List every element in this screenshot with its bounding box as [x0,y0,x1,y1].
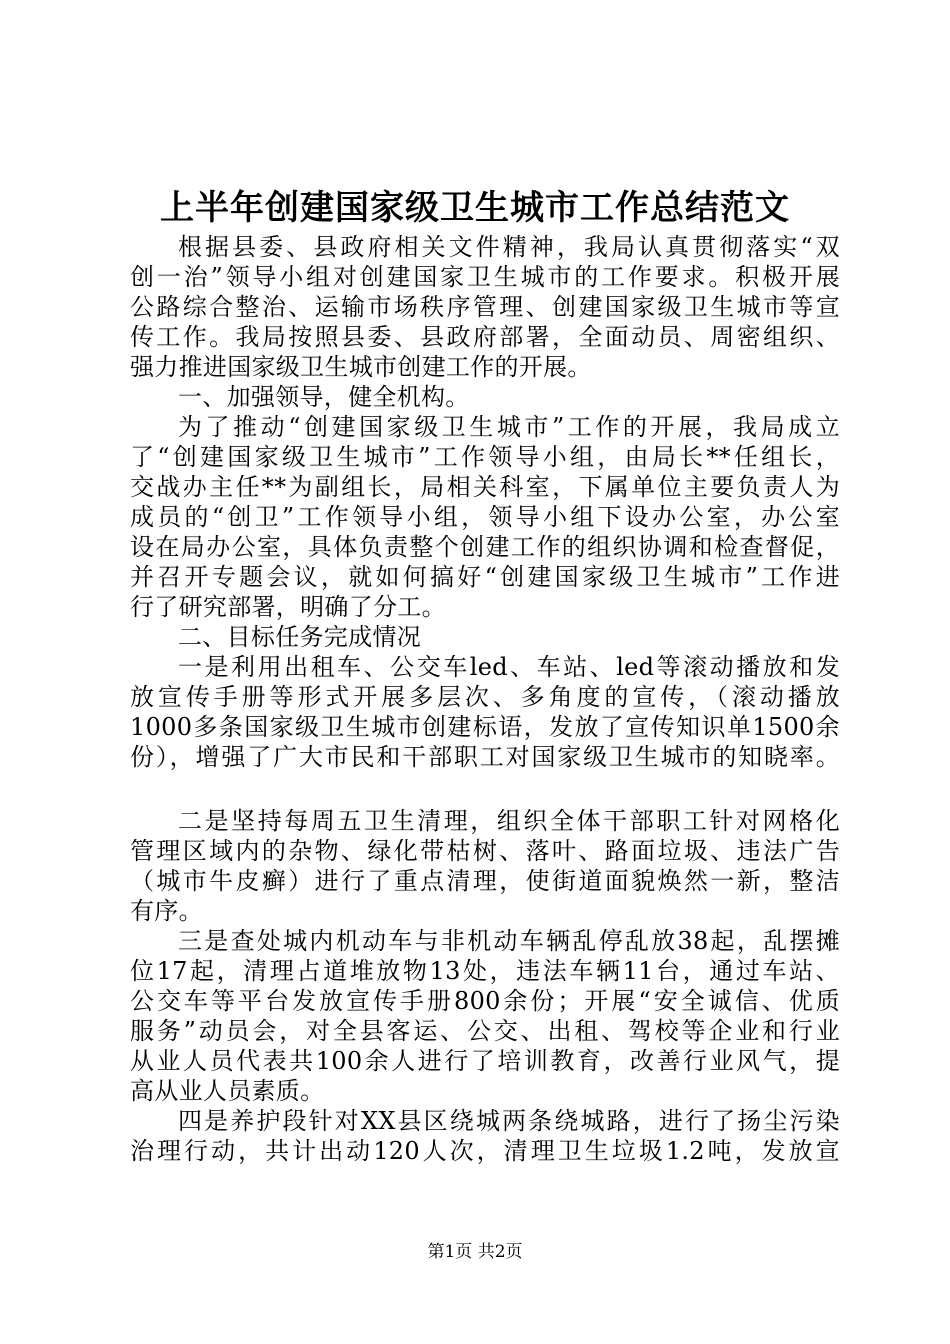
paragraph-line: 二是坚持每周五卫生清理，组织全体干部职工针对网格化 [178,807,840,835]
paragraph-line: 强力推进国家级卫生城市创建工作的开展。 [130,353,592,381]
paragraph-line: 位17起，清理占道堆放物13处，违法车辆11台，通过车站、 [130,957,840,985]
paragraph-line: 份），增强了广大市民和干部职工对国家级卫生城市的知晓率。 [130,743,840,771]
paragraph-line: 治理行动，共计出动120人次，清理卫生垃圾1.2吨，发放宣 [130,1137,840,1165]
paragraph-line: 从业人员代表共100余人进行了培训教育，改善行业风气，提 [130,1047,840,1075]
paragraph-line: 并召开专题会议，就如何搞好“创建国家级卫生城市”工作进 [130,563,840,591]
document-title: 上半年创建国家级卫生城市工作总结范文 [160,188,790,228]
paragraph-line: 放宣传手册等形式开展多层次、多角度的宣传，（滚动播放 [130,683,840,711]
paragraph-line: 有序。 [130,897,203,925]
paragraph-line: 成员的“创卫”工作领导小组，领导小组下设办公室，办公室 [130,503,840,531]
paragraph-line: 交战办主任**为副组长，局相关科室，下属单位主要负责人为 [130,473,840,501]
paragraph-line: 三是查处城内机动车与非机动车辆乱停乱放38起，乱摆摊 [178,927,840,955]
paragraph-line: 1000多条国家级卫生城市创建标语，发放了宣传知识单1500余 [130,713,840,741]
page-footer: 第1页 共2页 [427,1242,523,1262]
paragraph-line: 公路综合整治、运输市场秩序管理、创建国家级卫生城市等宣 [130,293,840,321]
paragraph-line: （城市牛皮癣）进行了重点清理，使街道面貌焕然一新，整洁 [130,867,840,895]
paragraph-line: 创一治”领导小组对创建国家卫生城市的工作要求。积极开展 [130,263,840,291]
paragraph-line: 服务”动员会，对全县客运、公交、出租、驾校等企业和行业 [130,1017,840,1045]
paragraph-line: 传工作。我局按照县委、县政府部署，全面动员、周密组织、 [130,323,840,351]
paragraph-line: 了“创建国家级卫生城市”工作领导小组，由局长**任组长， [130,443,840,471]
paragraph-line: 设在局办公室，具体负责整个创建工作的组织协调和检查督促， [130,533,840,561]
paragraph-line: 四是养护段针对XX县区绕城两条绕城路，进行了扬尘污染 [178,1107,840,1135]
paragraph-line: 行了研究部署，明确了分工。 [130,593,446,621]
paragraph-line: 为了推动“创建国家级卫生城市”工作的开展，我局成立 [178,413,840,441]
paragraph-line: 高从业人员素质。 [130,1077,325,1105]
paragraph-line: 根据县委、县政府相关文件精神，我局认真贯彻落实“双 [178,233,840,261]
paragraph-line: 一是利用出租车、公交车led、车站、led等滚动播放和发 [178,653,840,681]
section-heading-1: 一、加强领导，健全机构。 [178,383,470,411]
document-body [130,232,840,1166]
paragraph-line: 公交车等平台发放宣传手册800余份；开展“安全诚信、优质 [130,987,840,1015]
blank-line [130,772,840,806]
paragraph-line: 管理区域内的杂物、绿化带枯树、落叶、路面垃圾、违法广告 [130,837,840,865]
section-heading-2: 二、目标任务完成情况 [178,623,421,651]
